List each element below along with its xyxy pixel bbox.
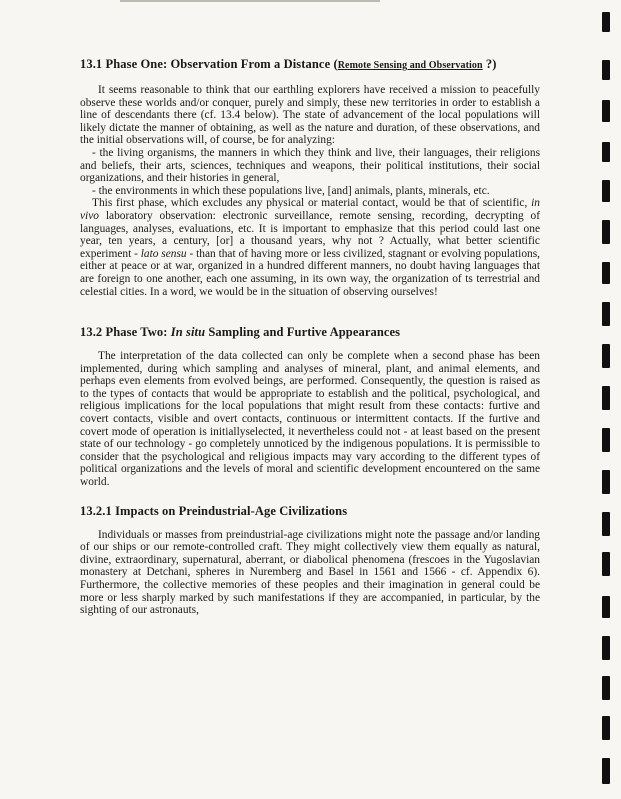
binder-hole [602, 60, 610, 80]
list-item: - the environments in which these populations live, [and] animals, plants, minerals, etc. [92, 184, 490, 197]
list-item: - the living organisms, the manners in which they think and live, their languages, their religions and beliefs, their arts, sciences, techniques and weapons, their political institutions, their social organizations, and their histories in general, [80, 146, 540, 185]
binder-hole [602, 428, 610, 452]
text-run: - than that of having more or less civilized, stagnant or evolving populations, either at peace or at war, organized in a hundred different manners, no doubt having languages that are foreign to one another, each one assuming, in its own way, the organization of ts terrestrial and celestial cities. In a word, we would be in the situation of observing ourselves! [80, 247, 540, 298]
binder-hole [602, 596, 610, 618]
text-run: laboratory observation: electronic surveillance, remote sensing, recording, decrypting of languages, analyses, evaluations, etc. It is important to emphasize that this period could last one year, ten years, a century, [or] a thousand years, why not ? Actually, what better scientific experiment - [80, 209, 540, 260]
binder-holes [599, 0, 615, 799]
heading-text-end: ?) [482, 57, 497, 71]
binder-hole [602, 636, 610, 660]
binder-hole [602, 716, 610, 740]
binder-hole [602, 676, 610, 700]
section-13-1-heading [80, 56, 540, 74]
heading-text: 13.2 Phase Two: [80, 325, 171, 340]
heading-text-end: Sampling and Furtive Appearances [205, 325, 401, 340]
heading-underlined-text: Remote Sensing and Observation [337, 60, 483, 71]
section-13-2-1-heading: 13.2.1 Impacts on Preindustrial-Age Civilizations [80, 503, 348, 518]
binder-hole [602, 220, 610, 244]
text-run: This first phase, which excludes any physical or material contact, would be that of scientific, [92, 197, 532, 210]
binder-hole [602, 12, 610, 32]
binder-hole [602, 262, 610, 284]
binder-hole [602, 386, 610, 410]
paragraph: Individuals or masses from preindustrial-age civilizations might note the passage and/or landing of our ships or our remote-controlled craft. They might collectively view them equally as natural, divine, extraordinary, supernatural, aberrant, or diabolical phenomena (frescoes in the Yugoslavian monastery at Detchani, spheres in Nuremberg and Basel in 1561 and 1566 - cf. Appendix 6). Furthermore, the collective memories of these peoples and their imagination in general could be more or less sharply marked by such manifestations if they are accompanied, in particular, by the sighting of our astronauts, [80, 528, 540, 617]
paragraph: It seems reasonable to think that our earthling explorers have received a mission to peacefully observe these worlds and/or conquer, purely and simply, these new territories in order to establish a line of descendants there (cf. 13.4 below). The state of advancement of the local populations will likely dictate the manner of obtaining, as well as the nature and duration, of these observations, and the initial observations will, of course, be for analyzing: [80, 84, 540, 147]
binder-hole [602, 142, 610, 162]
italic-term: in vivo [80, 197, 540, 222]
binder-hole [602, 180, 610, 202]
heading-text: 13.1 Phase One: Observation From a Distance ( [80, 57, 338, 71]
binder-hole [602, 758, 610, 784]
binder-hole [602, 100, 610, 122]
scan-edge-line [120, 0, 380, 2]
binder-hole [602, 302, 610, 326]
section-13-2-heading [80, 324, 540, 340]
binder-hole [602, 552, 610, 576]
italic-term: lato sensu [140, 247, 187, 260]
paragraph [80, 197, 540, 298]
document-body [80, 56, 540, 617]
binder-hole [602, 470, 610, 494]
heading-italic-text: In situ [170, 325, 206, 340]
paragraph: The interpretation of the data collected can only be complete when a second phase has been implemented, during which sampling and analyses of mineral, plant, and animal elements, and perhaps even elements from evolved beings, are performed. Consequently, the question is raised as to the types of contacts that would be appropriate to establish and the political, psychological, and religious implications for the local populations that might result from these contacts: furtive and covert contacts, visible and overt contacts, continuous or intermittent contacts. If the furtive and covert mode of operation is initiallyselected, it nevertheless could not - at least based on the present state of our technology - go completely unnoticed by the indigenous populations. It is permissible to consider that the psychological and religious impacts may vary according to the different types of political organizations and the levels of moral and scientific development encountered on the same world. [80, 350, 540, 489]
binder-hole [602, 344, 610, 368]
binder-hole [602, 512, 610, 536]
